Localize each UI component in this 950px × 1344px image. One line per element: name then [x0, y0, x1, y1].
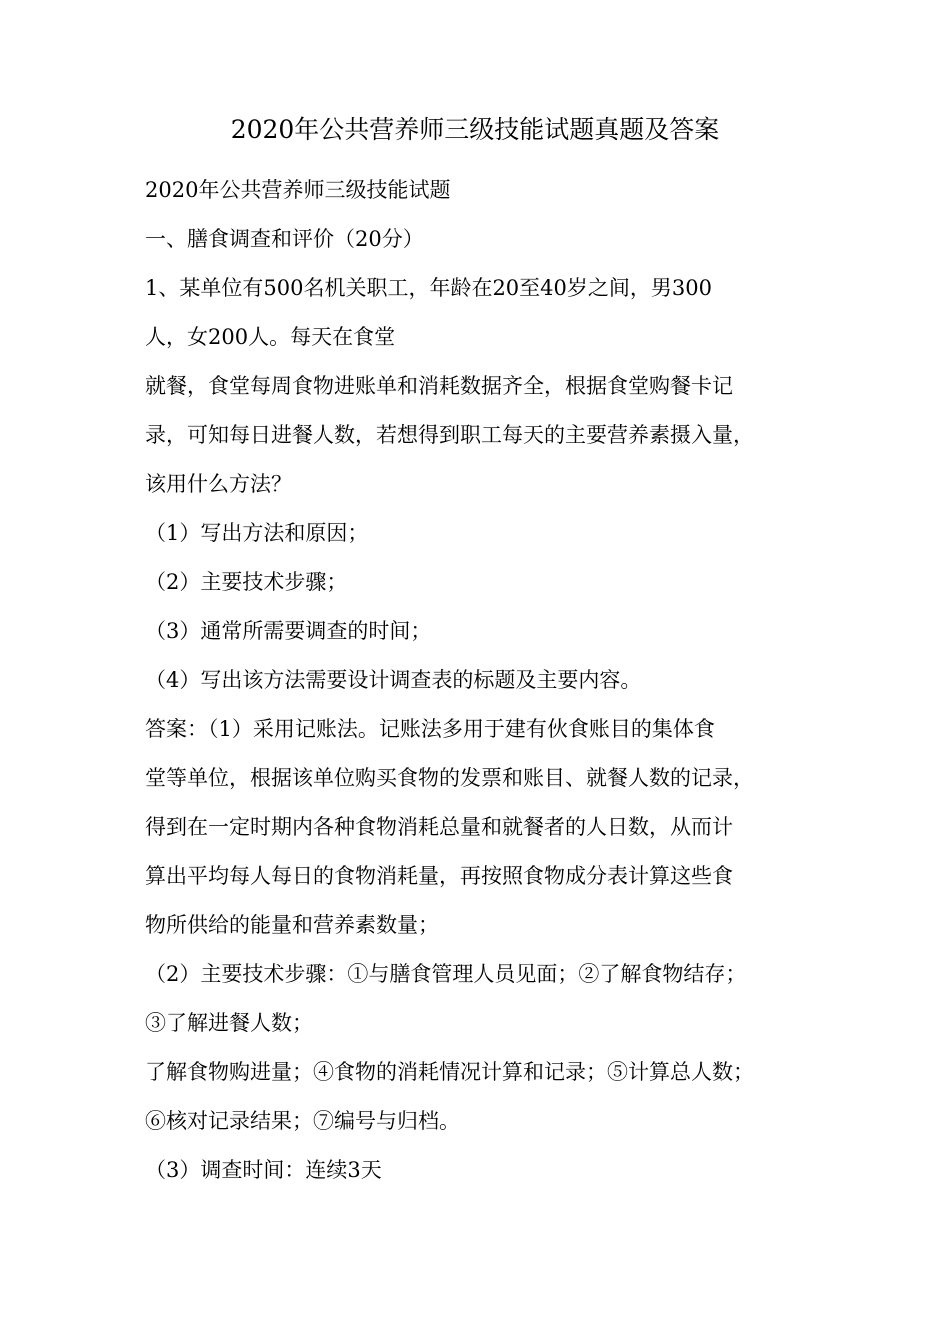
document-title: 2020年公共营养师三级技能试题真题及答案: [230, 115, 720, 144]
question-item: （3）通常所需要调查的时间；: [145, 619, 432, 643]
body-line: 2020年公共营养师三级技能试题: [145, 178, 451, 202]
answer-line: （3）调查时间：连续3天: [145, 1158, 382, 1182]
answer-line: 答案：（1）采用记账法。记账法多用于建有伙食账目的集体食: [145, 717, 715, 741]
answer-line: 得到在一定时期内各种食物消耗总量和就餐者的人日数，从而计: [145, 815, 733, 839]
body-line: 就餐，食堂每周食物进账单和消耗数据齐全，根据食堂购餐卡记: [145, 374, 733, 398]
body-line: 录，可知每日进餐人数，若想得到职工每天的主要营养素摄入量，: [145, 423, 754, 447]
body-line: 人，女200人。每天在食堂: [145, 325, 396, 349]
body-line: 1、某单位有500名机关职工，年龄在20至40岁之间，男300: [145, 276, 712, 300]
section-heading: 一、膳食调查和评价（20分）: [145, 227, 424, 251]
answer-line: （2）主要技术步骤：①与膳食管理人员见面；②了解食物结存；: [145, 962, 747, 986]
answer-line: ③了解进餐人数；: [145, 1011, 313, 1035]
body-line: 该用什么方法？: [145, 472, 292, 496]
question-item: （4）写出该方法需要设计调查表的标题及主要内容。: [145, 668, 642, 692]
answer-line: 算出平均每人每日的食物消耗量，再按照食物成分表计算这些食: [145, 864, 733, 888]
answer-line: 物所供给的能量和营养素数量；: [145, 913, 439, 937]
question-item: （1）写出方法和原因；: [145, 521, 369, 545]
answer-line: 堂等单位，根据该单位购买食物的发票和账目、就餐人数的记录，: [145, 766, 754, 790]
answer-line: ⑥核对记录结果；⑦编号与归档。: [145, 1109, 460, 1133]
answer-line: 了解食物购进量；④食物的消耗情况计算和记录；⑤计算总人数；: [145, 1060, 754, 1084]
document-body: [145, 166, 813, 1195]
question-item: （2）主要技术步骤；: [145, 570, 348, 594]
